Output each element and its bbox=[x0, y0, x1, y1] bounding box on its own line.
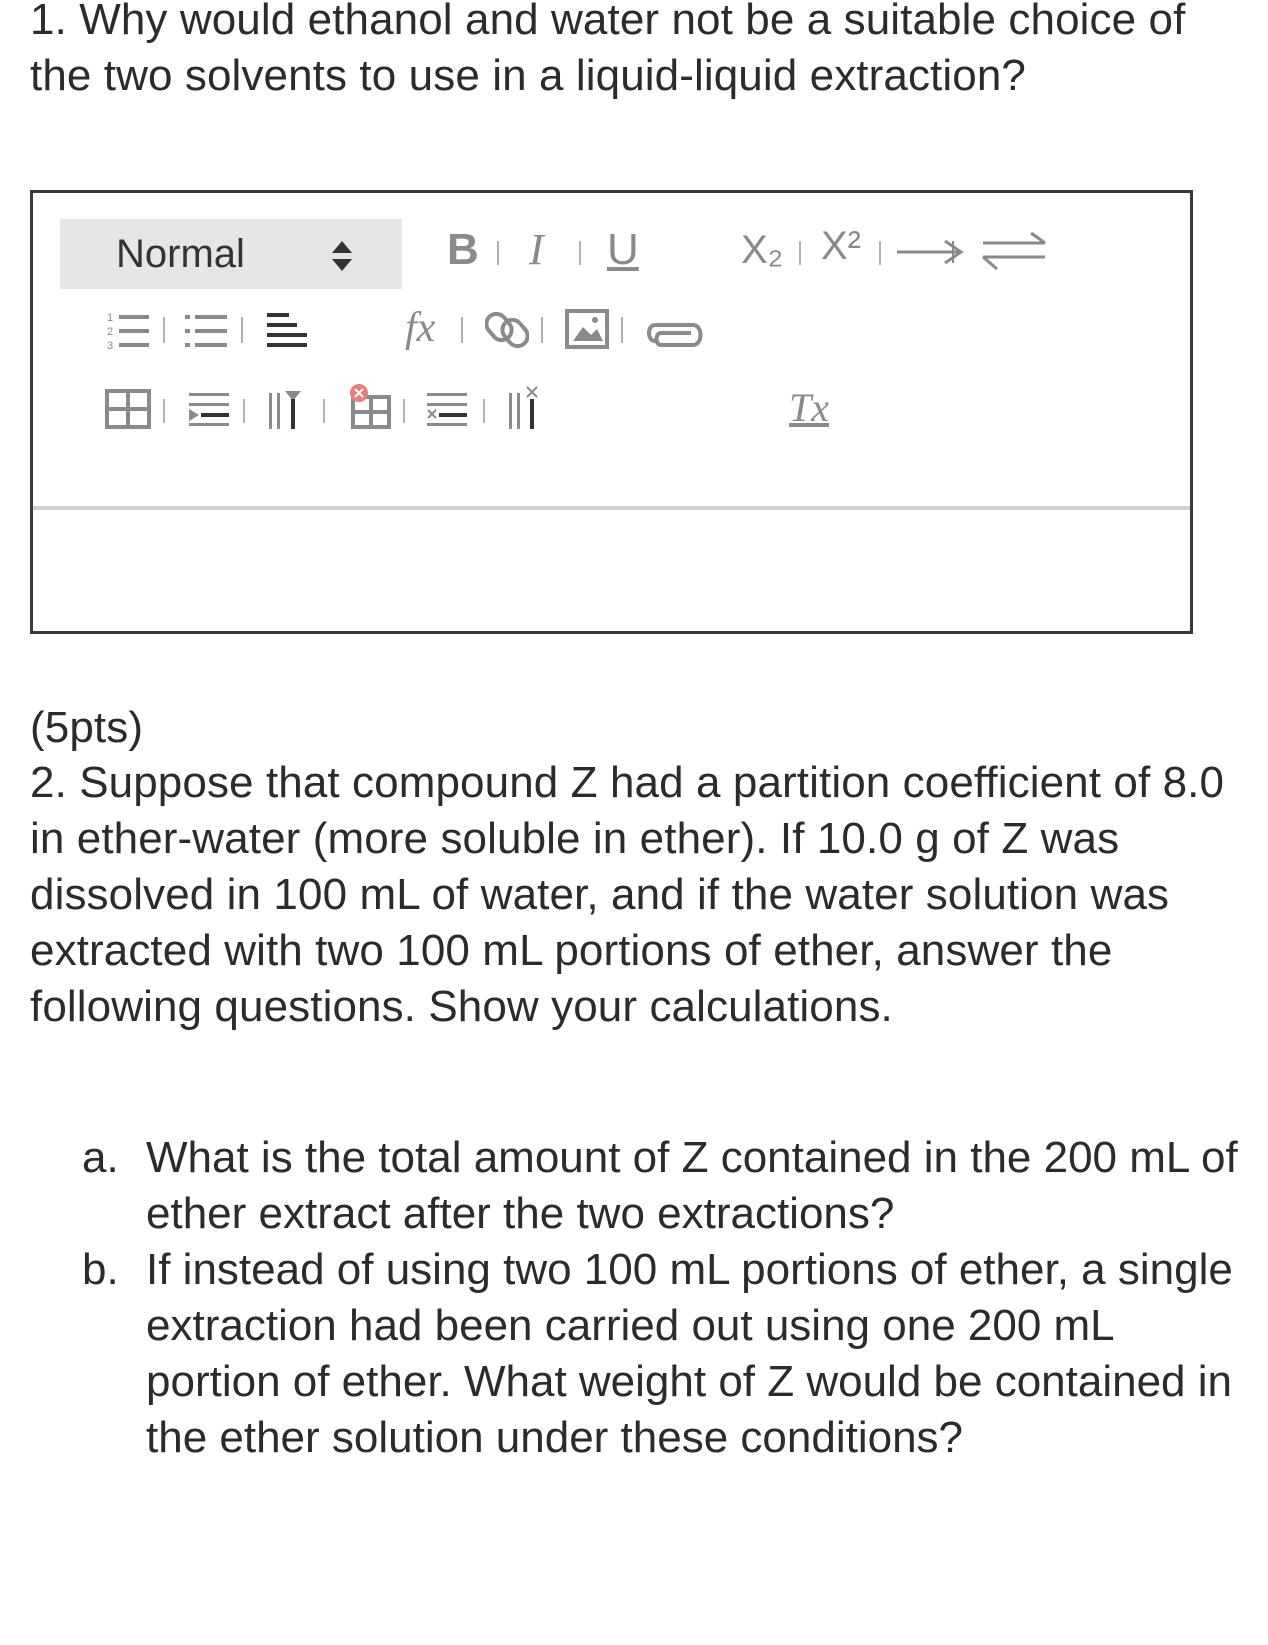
toolbar-separator bbox=[483, 399, 485, 423]
clear-formatting-icon: Tx bbox=[789, 385, 829, 430]
italic-icon: I bbox=[529, 225, 544, 274]
toolbar-separator bbox=[241, 317, 243, 343]
numbered-list-icon[interactable] bbox=[107, 309, 151, 353]
list-item bbox=[82, 1130, 1246, 1242]
toolbar-separator bbox=[461, 317, 463, 343]
formula-button[interactable] bbox=[405, 303, 435, 353]
bold-button[interactable] bbox=[447, 225, 479, 275]
toolbar-separator bbox=[163, 317, 165, 343]
attachment-icon[interactable] bbox=[645, 311, 707, 355]
rich-text-editor bbox=[30, 190, 1193, 634]
delete-table-icon[interactable] bbox=[347, 383, 393, 431]
toolbar-separator bbox=[497, 241, 499, 265]
toolbar-separator bbox=[621, 317, 623, 343]
format-select[interactable] bbox=[60, 219, 402, 289]
subscript-icon: X₂ bbox=[741, 228, 784, 272]
svg-text:2: 2 bbox=[107, 326, 114, 338]
superscript-button[interactable] bbox=[821, 221, 861, 271]
superscript-icon: X² bbox=[821, 224, 861, 268]
formula-icon: fx bbox=[405, 305, 436, 351]
toolbar-separator bbox=[163, 399, 165, 423]
svg-text:3: 3 bbox=[107, 340, 114, 352]
delete-column-icon[interactable] bbox=[507, 385, 553, 431]
list-marker: b. bbox=[82, 1245, 119, 1294]
delete-row-icon[interactable] bbox=[425, 389, 471, 429]
equilibrium-arrows-icon[interactable] bbox=[979, 229, 1049, 273]
editor-toolbar bbox=[33, 193, 1190, 510]
points-label: (5pts) bbox=[30, 703, 144, 752]
answer-text-area[interactable] bbox=[33, 510, 1190, 631]
select-arrows-icon bbox=[330, 239, 354, 273]
sub-question-list bbox=[82, 1130, 1246, 1466]
insert-column-icon[interactable] bbox=[267, 387, 313, 431]
list-item bbox=[82, 1242, 1246, 1466]
toolbar-separator bbox=[323, 399, 325, 423]
table-icon[interactable] bbox=[105, 389, 151, 429]
bold-icon: B bbox=[447, 225, 479, 274]
svg-text:1: 1 bbox=[107, 312, 114, 324]
underline-icon: U bbox=[607, 225, 639, 274]
right-arrow-icon[interactable] bbox=[895, 235, 967, 269]
toolbar-separator bbox=[243, 399, 245, 423]
toolbar-separator bbox=[403, 399, 405, 423]
subscript-button[interactable] bbox=[741, 225, 783, 275]
toolbar-separator bbox=[541, 317, 543, 343]
toolbar-separator bbox=[579, 241, 581, 265]
underline-button[interactable] bbox=[607, 225, 639, 275]
format-select-value: Normal bbox=[116, 232, 245, 276]
sub-question-a-text: What is the total amount of Z contained in the 200 mL of ether extract after the two extractions? bbox=[146, 1133, 1238, 1238]
question-1-text: 1. Why would ethanol and water not be a suitable choice of the two solvents to use in a liquid-liquid extraction? bbox=[30, 0, 1186, 100]
image-icon[interactable] bbox=[565, 307, 609, 351]
toolbar-separator bbox=[799, 241, 801, 265]
link-icon[interactable] bbox=[485, 307, 529, 353]
toolbar-separator bbox=[879, 241, 881, 265]
align-icon[interactable] bbox=[267, 309, 311, 353]
question-2-text: 2. Suppose that compound Z had a partition coefficient of 8.0 in ether-water (more soluble in ether). If 10.0 g of Z was dissolved in 100 mL of water, and if the water solution was extracted with two 100 mL portions of ether, answer the following questions. Show your calculations. bbox=[30, 758, 1225, 1031]
sub-question-b-text: If instead of using two 100 mL portions of ether, a single extraction had been carried out using one 200 mL portion of ether. What weight of Z would be contained in the ether solution under these conditions? bbox=[146, 1245, 1233, 1462]
italic-button[interactable] bbox=[529, 225, 544, 275]
insert-row-icon[interactable] bbox=[187, 389, 233, 429]
list-marker: a. bbox=[82, 1133, 119, 1182]
bulleted-list-icon[interactable] bbox=[185, 309, 229, 353]
clear-formatting-button[interactable] bbox=[789, 383, 829, 433]
